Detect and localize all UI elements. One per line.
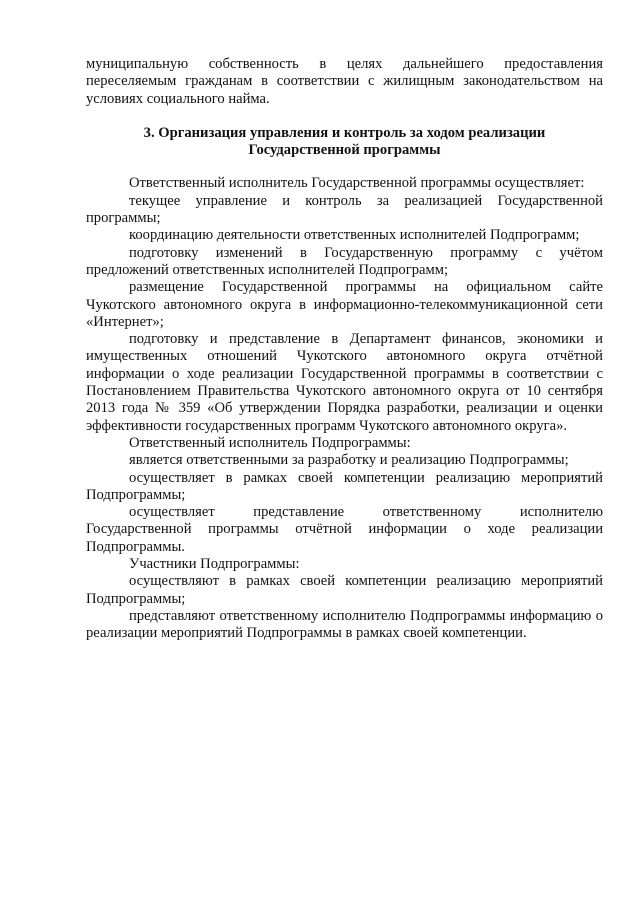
section-heading-line2: Государственной программы [248,142,441,159]
paragraph-coordination: координацию деятельности ответственных исполнителей Подпрограмм; [129,227,580,244]
paragraph-website-publication: размещение Государственной программы на официальном сайте Чукотского автономного округа в информационно-телекоммуникационной сети «Интернет»; [86,279,603,330]
section-heading [86,125,603,160]
document-page [86,56,603,643]
paragraph-participants-information: представляют ответственному исполнителю Подпрограммы информацию о реализации мероприятий Подпрограммы в рамках своей компетенции. [86,607,603,642]
paragraph-subprogram-executor-intro: Ответственный исполнитель Подпрограммы: [129,434,411,451]
paragraph-responsible-executor-intro: Ответственный исполнитель Государственной программы осуществляет: [129,175,585,192]
section-heading-line1: 3. Организация управления и контроль за ходом реализации [143,124,546,141]
paragraph-subprogram-reporting: осуществляет представление ответственному исполнителю Государственной программы отчётной информации о ходе реализации Подпрограммы. [86,504,603,555]
paragraph-current-management: текущее управление и контроль за реализацией Государственной программы; [86,192,603,227]
paragraph-changes-preparation: подготовку изменений в Государственную программу с учётом предложений ответственных исполнителей Подпрограмм; [86,244,603,278]
paragraph-participants-implementation: осуществляют в рамках своей компетенции реализацию мероприятий Подпрограммы; [86,573,603,607]
opening-fragment: муниципальную собственность в целях дальнейшего предоставления переселяемым гражданам в соответствии с жилищным законодательством на условиях социального найма. [86,56,603,107]
paragraph-participants-intro: Участники Подпрограммы: [129,556,300,573]
paragraph-subprogram-implementation: осуществляет в рамках своей компетенции реализацию мероприятий Подпрограммы; [86,469,603,503]
paragraph-reporting: подготовку и представление в Департамент финансов, экономики и имущественных отношений Чукотского автономного округа отчётной информации о ходе реализации Государственной программы в соответствии с Постановлением Правительства Чукотского автономного округа от 10 сентября 2013 года № 359 «Об утверждении Порядка разработки, реализации и оценки эффективности государственных программ Чукотского автономного округа». [86,331,603,434]
paragraph-subprogram-responsibility: является ответственными за разработку и реализацию Подпрограммы; [129,452,569,469]
